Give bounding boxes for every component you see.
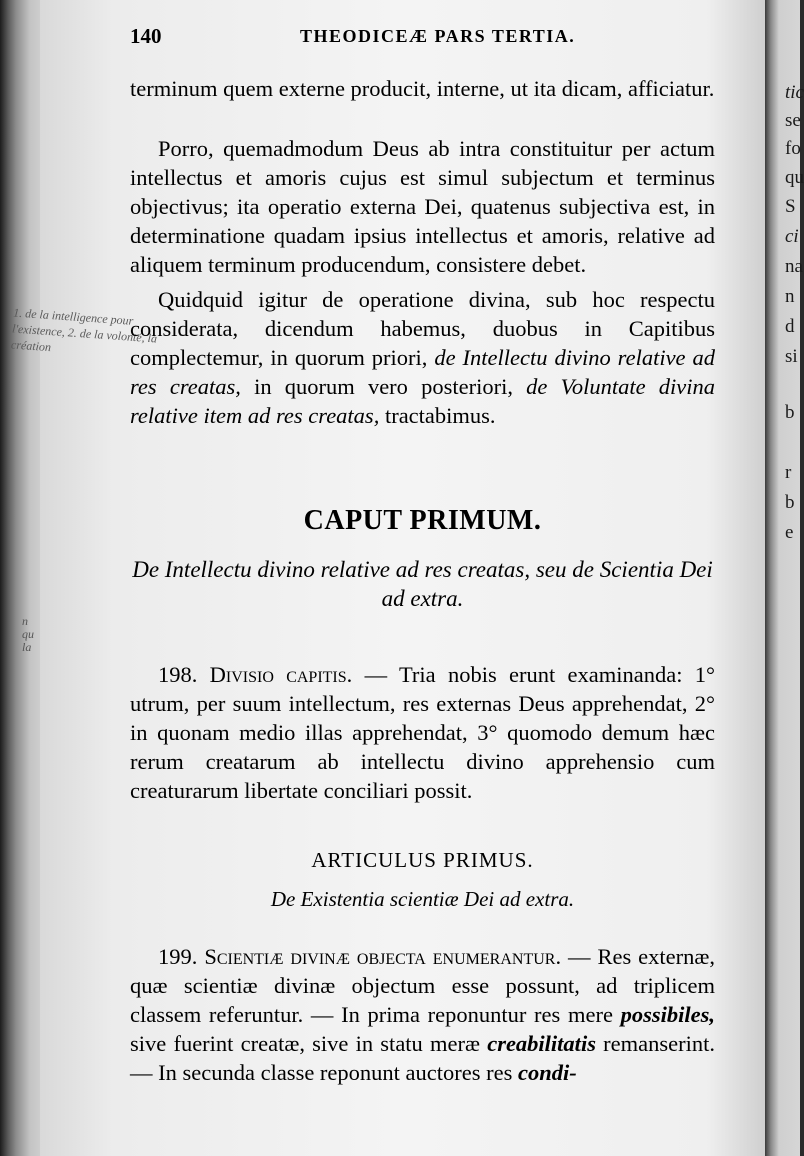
- facing-page-fragment: se: [785, 110, 801, 131]
- emphasis-word: possibiles,: [620, 1002, 715, 1027]
- emphasis-word: creabilitatis: [487, 1031, 596, 1056]
- paragraph-porro: Porro, quemadmodum Deus ab intra constituitur per actum intellectus et amoris cujus est simul subjectum et terminus objectivus; ita operatio externa Dei, quatenus subjectiva est, in determinatione quadam ipsius intellectus et amoris, relative ad aliquem terminum producendum, consistere debet.: [130, 136, 715, 277]
- section-number: 199.: [158, 944, 198, 969]
- facing-page-fragment: b: [785, 402, 795, 423]
- section-198: [130, 660, 715, 805]
- emphasis-word: condi-: [517, 1060, 577, 1085]
- facing-page-fragment: S: [785, 196, 796, 217]
- facing-page-fragment: n: [785, 286, 795, 307]
- facing-page-fragment: ci: [785, 226, 799, 247]
- paragraph-quidquid: [130, 285, 715, 430]
- paragraph-text: Quidquid igitur de operatione divina, sub hoc respectu considerata, dicendum habemus, duobus in Capitibus complectemur, in quorum priori,: [130, 287, 715, 370]
- handwritten-margin-note: 1. de la intelligence pour l'existence, 2. de la volonté, la création: [10, 305, 158, 355]
- facing-page-fragment: na: [785, 256, 803, 277]
- chapter-heading: CAPUT PRIMUM.: [303, 505, 542, 536]
- section-text: — Res externæ, quæ scientiæ divinæ objectum esse possunt, ad triplicem classem referuntur. — In prima reponuntur res mere: [130, 944, 715, 1027]
- paragraph-text: tractabimus.: [379, 403, 496, 428]
- article-heading: ARTICULUS PRIMUS.: [311, 848, 534, 872]
- running-head: [130, 24, 710, 54]
- facing-page-fragment: qu: [785, 167, 804, 188]
- paragraph-text: in quorum vero posteriori,: [240, 374, 527, 399]
- page-number: 140: [130, 24, 162, 48]
- facing-page-fragment: b: [785, 492, 795, 513]
- facing-page-fragment: si: [785, 346, 798, 367]
- section-text: sive fuerint creatæ, sive in statu meræ: [130, 1031, 488, 1056]
- facing-page-fragment: r: [785, 462, 792, 483]
- section-heading: Divisio capitis.: [209, 662, 353, 687]
- section-199: [130, 942, 715, 1087]
- article-subtitle: De Existentia scientiæ Dei ad extra.: [270, 887, 575, 911]
- section-heading: Scientiæ divinæ objecta enumerantur.: [204, 944, 562, 969]
- facing-page-fragment: fo: [785, 138, 801, 159]
- handwritten-margin-mark: n qu la: [22, 614, 34, 654]
- facing-page-fragment: tic: [785, 82, 804, 103]
- italic-phrase: de Voluntate divina relative item ad res creatas,: [130, 374, 715, 428]
- section-text: — Tria nobis erunt examinanda: 1° utrum, per suum intellectum, res externas Deus apprehendat, 2° in quonam medio illas apprehendat, 3° quomodo demum hæc rerum creatarum ab intellectu divino apprehensio cum creaturarum libertate conciliari possit.: [130, 662, 716, 803]
- paragraph-continuation: terminum quem externe producit, interne, ut ita dicam, afficiatur.: [130, 76, 715, 101]
- section-number: 198.: [158, 662, 198, 687]
- facing-page-fragment: d: [785, 316, 795, 337]
- chapter-subtitle: De Intellectu divino relative ad res creatas, seu de Scientia Dei ad extra.: [132, 557, 713, 611]
- italic-phrase: de Intellectu divino relative ad res creatas,: [130, 345, 715, 399]
- running-title: THEODICEÆ PARS TERTIA.: [300, 26, 576, 46]
- section-text: remanserint. — In secunda classe reponunt auctores res: [130, 1031, 715, 1085]
- facing-page-edge: [765, 0, 804, 1156]
- facing-page-fragment: e: [785, 522, 794, 543]
